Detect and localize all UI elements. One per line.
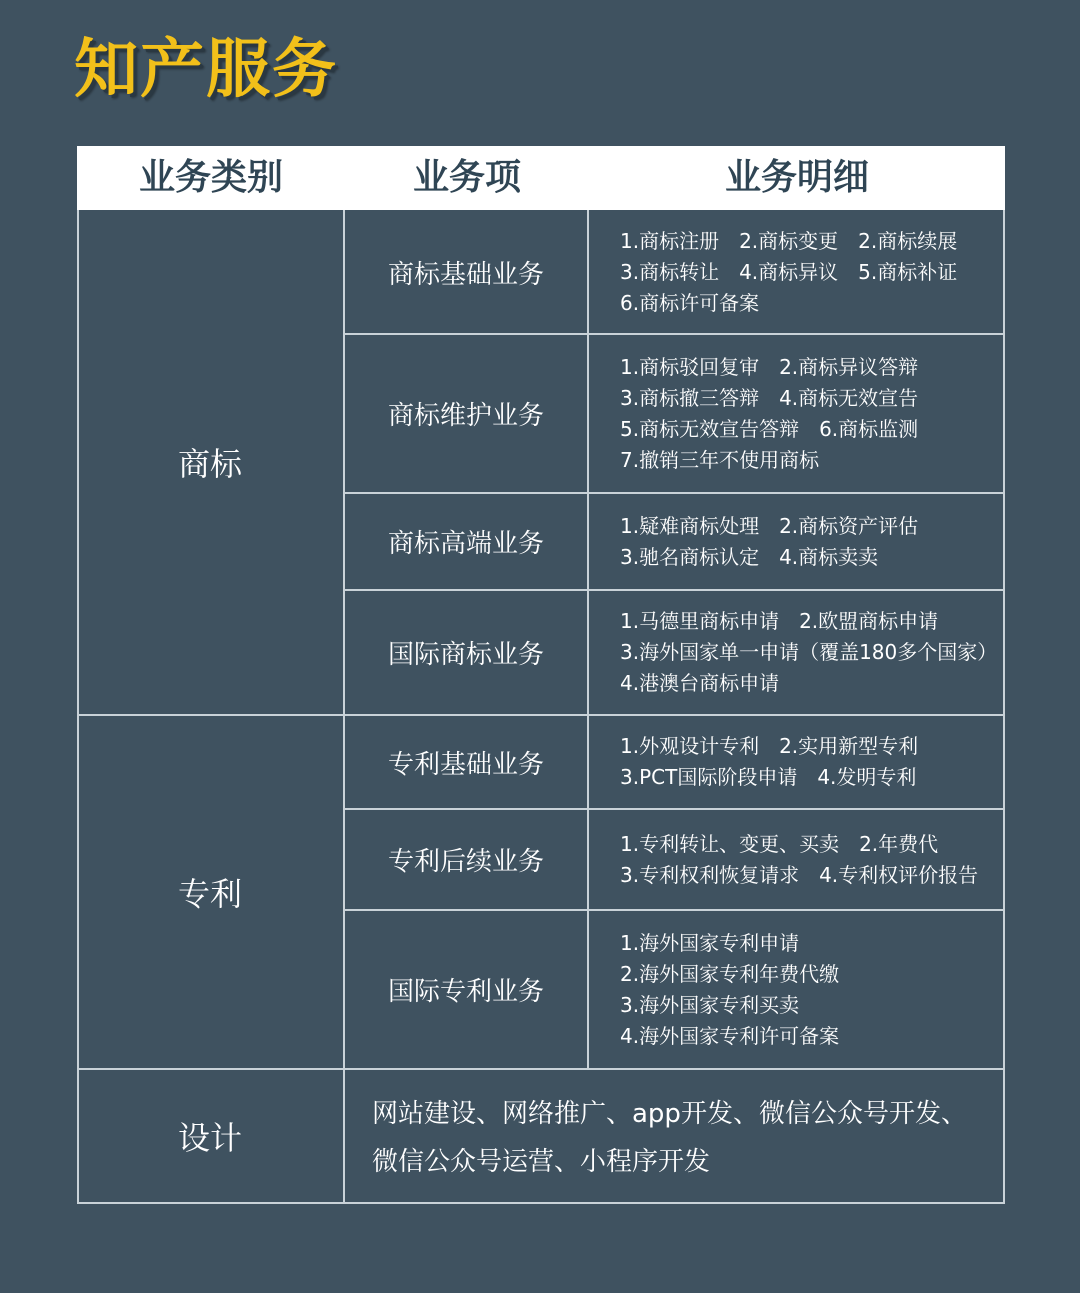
detail-line: 3.商标转让 4.商标异议 5.商标补证: [620, 260, 958, 284]
detail-line: 3.专利权利恢复请求 4.专利权评价报告: [620, 862, 979, 887]
detail-trademark-international: [620, 591, 1000, 714]
detail-line: 3.海外国家单一申请（覆盖180多个国家）: [620, 640, 998, 664]
item-patent-international: 国际专利业务: [387, 977, 544, 1007]
item-trademark-international: 国际商标业务: [387, 640, 544, 670]
header-detail: 业务明细: [724, 157, 869, 198]
column-divider-2: [587, 210, 589, 1070]
item-trademark-premium: 商标高端业务: [387, 529, 544, 559]
detail-line: 6.商标许可备案: [620, 291, 760, 315]
item-trademark-maintenance: 商标维护业务: [387, 401, 544, 431]
detail-patent-followup: [620, 810, 1000, 909]
table-header: [77, 146, 1005, 210]
design-detail: [372, 1090, 1002, 1186]
item-patent-followup: 专利后续业务: [387, 847, 544, 877]
header-category: 业务类别: [138, 157, 283, 198]
detail-trademark-premium: [620, 494, 1000, 589]
detail-line: 1.商标驳回复审 2.商标异议答辩: [620, 354, 919, 379]
item-trademark-basic: 商标基础业务: [387, 260, 544, 290]
service-table: [77, 146, 1005, 1204]
detail-line: 3.海外国家专利买卖: [620, 992, 800, 1017]
design-line: 微信公众号运营、小程序开发: [372, 1147, 711, 1177]
detail-line: 7.撤销三年不使用商标: [620, 447, 820, 472]
table-border-bottom: [77, 1202, 1005, 1204]
detail-line: 5.商标无效宣告答辩 6.商标监测: [620, 416, 919, 441]
table-border-right: [1003, 210, 1005, 1204]
category-patent: 专利: [177, 875, 242, 913]
detail-trademark-basic: [620, 212, 1000, 333]
detail-line: 1.海外国家专利申请: [620, 930, 800, 955]
design-line: 网站建设、网络推广、app开发、微信公众号开发、: [372, 1099, 967, 1129]
detail-patent-international: [620, 911, 1000, 1068]
detail-patent-basic: [620, 716, 1000, 808]
detail-line: 2.海外国家专利年费代缴: [620, 961, 840, 986]
detail-line: 1.商标注册 2.商标变更 2.商标续展: [620, 229, 958, 253]
category-design: 设计: [177, 1119, 242, 1157]
detail-line: 1.专利转让、变更、买卖 2.年费代: [620, 831, 939, 856]
header-item: 业务项: [412, 157, 521, 198]
detail-line: 3.商标撤三答辩 4.商标无效宣告: [620, 385, 919, 410]
detail-line: 4.港澳台商标申请: [620, 671, 780, 695]
detail-line: 1.疑难商标处理 2.商标资产评估: [620, 513, 919, 538]
page-title: 知产服务: [74, 33, 338, 107]
detail-trademark-maintenance: [620, 335, 1000, 492]
detail-line: 3.驰名商标认定 4.商标卖卖: [620, 544, 879, 569]
category-trademark: 商标: [177, 445, 242, 483]
item-patent-basic: 专利基础业务: [387, 749, 544, 780]
detail-line: 3.PCT国际阶段申请 4.发明专利: [620, 765, 917, 789]
detail-line: 1.外观设计专利 2.实用新型专利: [620, 734, 919, 758]
detail-line: 1.马德里商标申请 2.欧盟商标申请: [620, 609, 939, 633]
detail-line: 4.海外国家专利许可备案: [620, 1023, 840, 1048]
